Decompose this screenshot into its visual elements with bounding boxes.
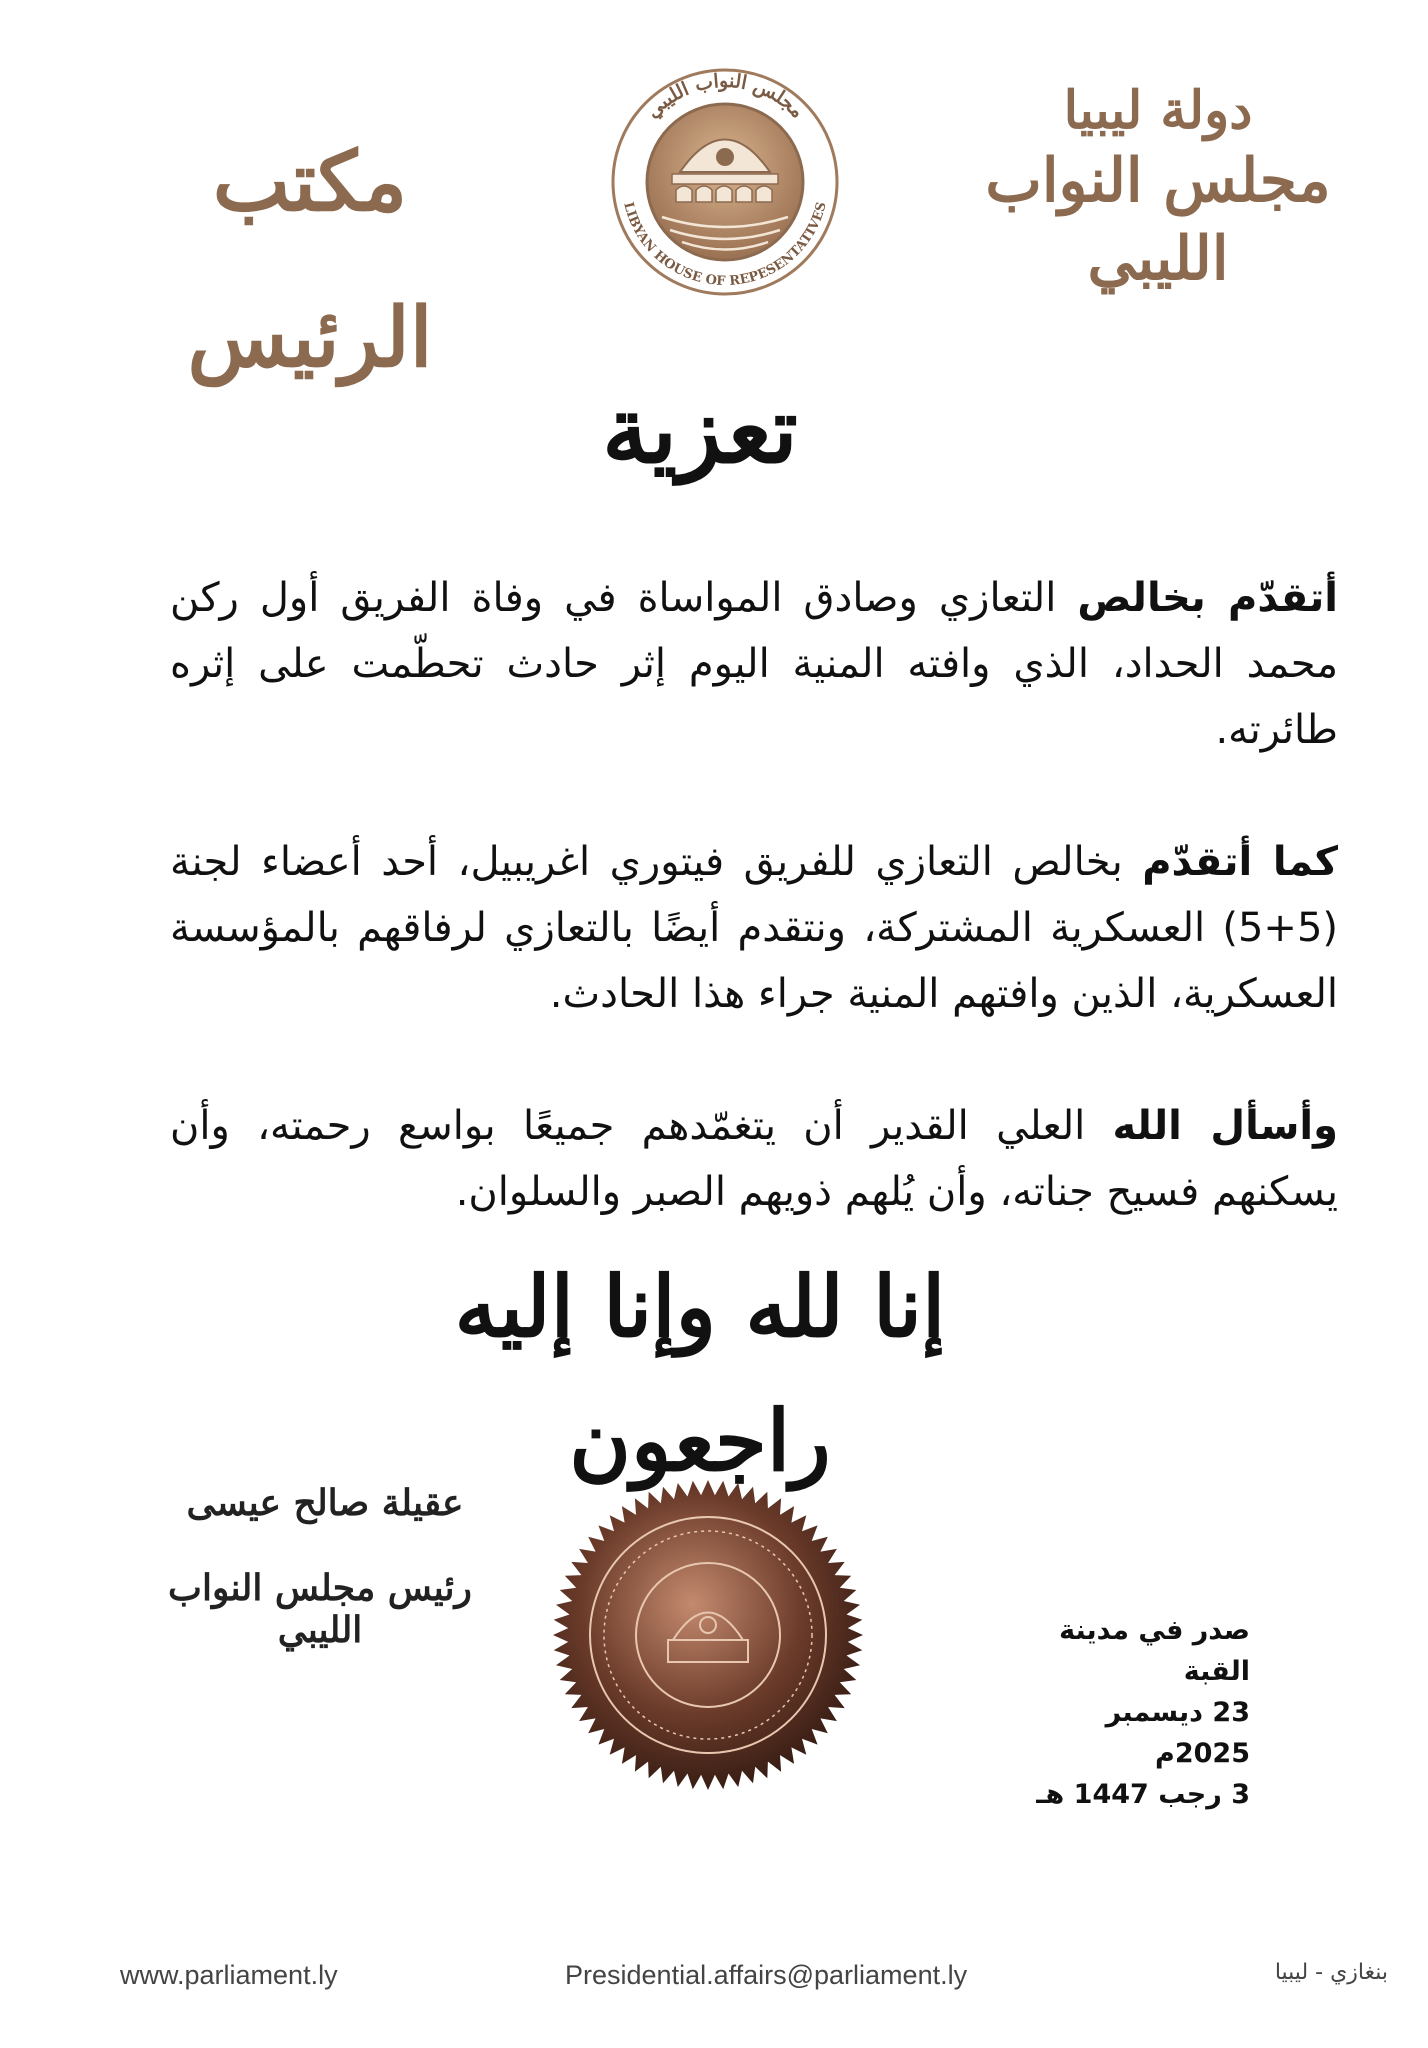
- paragraph-3: [170, 1093, 1338, 1225]
- document-title: تعزية: [602, 376, 798, 484]
- paragraph-2: [170, 829, 1338, 1027]
- paragraph-2-lead: كما أتقدّم: [1142, 839, 1338, 885]
- paragraph-3-lead: وأسأل الله: [1112, 1103, 1338, 1149]
- issue-hijri-date: 3 رجب 1447 هـ: [1036, 1779, 1250, 1810]
- letter-body: [170, 565, 1338, 1291]
- letterhead-office-title: [100, 105, 520, 386]
- issue-place: صدر في مدينة القبة: [1059, 1615, 1250, 1687]
- issue-block: [1010, 1610, 1250, 1815]
- signatory-title: رئيس مجلس النواب الليبي: [168, 1567, 472, 1651]
- footer-city: بنغازي - ليبيا: [1274, 1960, 1388, 1985]
- parliament-emblem-icon: [600, 52, 850, 312]
- footer-email[interactable]: Presidential.affairs@parliament.ly: [565, 1960, 968, 1990]
- letterhead-state-title: [978, 80, 1338, 295]
- footer-website[interactable]: www.parliament.ly: [120, 1960, 338, 1990]
- signatory-name: عقيلة صالح عيسى: [186, 1482, 464, 1524]
- house-line: مجلس النواب الليبي: [985, 146, 1331, 295]
- official-seal-icon: [548, 1475, 868, 1795]
- paragraph-2-text: بخالص التعازي للفريق فيتوري اغريبيل، أحد أعضاء لجنة (5+5) العسكرية المشتركة، ونتقدم أيضًا بالتعازي لرفاقهم بالمؤسسة العسكرية، الذين وافتهم المنية جراء هذا الحادث.: [170, 839, 1338, 1017]
- paragraph-1-lead: أتقدّم بخالص: [1077, 575, 1338, 621]
- state-line: دولة ليبيا: [1063, 80, 1253, 141]
- quranic-verse: إنا لله وإنا إليه راجعون: [454, 1257, 946, 1491]
- paragraph-1: [170, 565, 1338, 763]
- emblem-english-ring: LIBYAN HOUSE OF REPESENTATIVES: [620, 200, 830, 290]
- issue-gregorian-date: 23 ديسمبر 2025م: [1105, 1697, 1250, 1769]
- paragraph-1-text: التعازي وصادق المواساة في وفاة الفريق أول ركن محمد الحداد، الذي وافته المنية اليوم إثر حادث تحطّمت على إثره طائرته.: [170, 575, 1338, 753]
- office-line: مكتب الرئيس: [187, 134, 433, 386]
- emblem-arabic-ring: مجلس النواب الليبي: [641, 69, 809, 123]
- paragraph-3-text: العلي القدير أن يتغمّدهم جميعًا بواسع رحمته، وأن يسكنهم فسيح جناته، وأن يُلهم ذويهم الصبر والسلوان.: [170, 1103, 1338, 1215]
